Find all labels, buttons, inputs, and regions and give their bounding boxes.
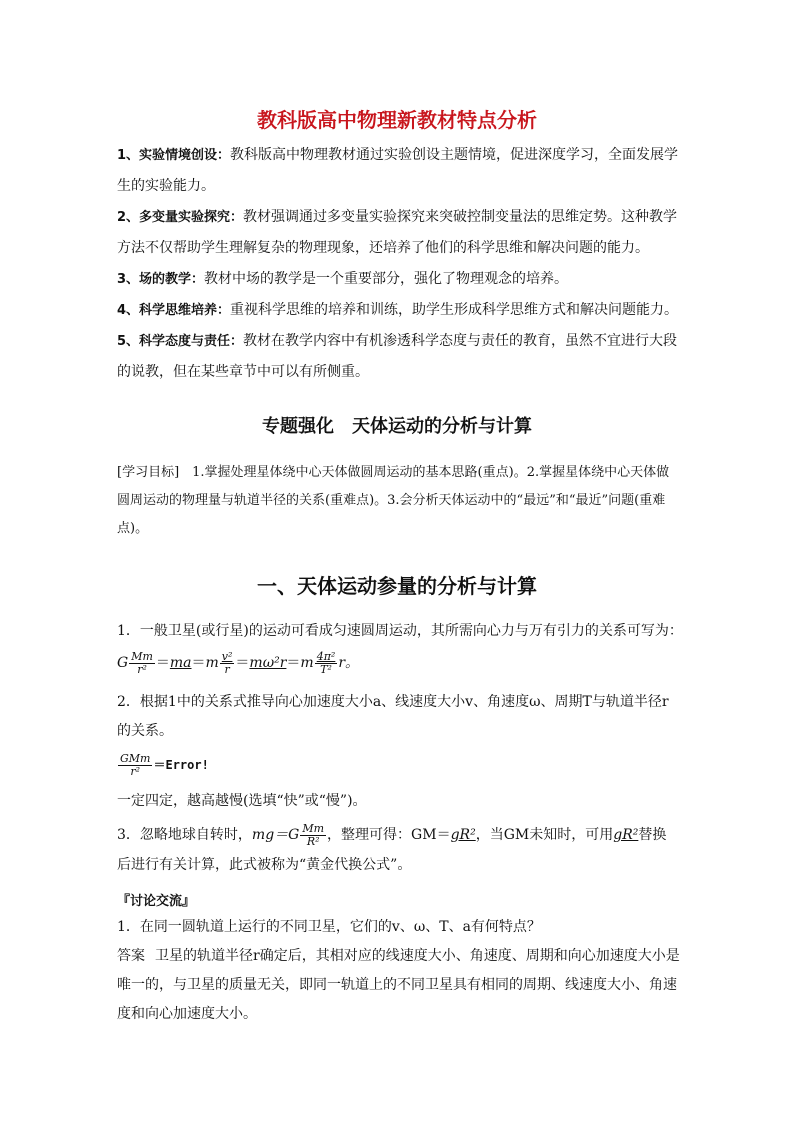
fraction: $\frac{\text{4π²}}{\text{T²}}$ — [316, 649, 336, 676]
item-3: 3．忽略地球自转时，mg＝G $\frac{Mm}{\text{R²}}$ ，整理可得：GM＝gR²，当GM未知时，可用gR²替换后进行有关计算，此式被称为“黄金代换公式”。 — [117, 821, 667, 873]
feature-2 — [117, 202, 680, 264]
answer-text: 卫星的轨道半径r确定后，其相对应的线速度大小、角速度、周期和向心加速度大小是唯一的，与卫星的质量无关，即同一轨道上的不同卫星具有相同的周期、线速度大小、角速度和向心加速度大小。 — [117, 948, 680, 1022]
item-1: 1．一般卫星(或行星)的运动可看成匀速圆周运动，其所需向心力与万有引力的关系可写为： — [117, 623, 683, 639]
formula-2: $\frac{\text{GMm}}{\text{r²}}$ ＝Error! — [120, 751, 209, 778]
formula-1: G $\frac{Mm}{\text{r²}}$ ＝ma＝m $\frac{\text{v²}}{r}$ ＝mω²r＝m $\frac{\text{4π²}}{\text{T²}}$ r。 — [117, 649, 360, 676]
feature-text: 教科版高中物理教材通过实验创设主题情境，促进深度学习，全面发展学生的实验能力。 — [117, 147, 679, 194]
fraction: $\frac{\text{GMm}}{\text{r²}}$ — [120, 751, 151, 778]
document-title: 教科版高中物理新教材特点分析 — [257, 108, 537, 132]
feature-text: 重视科学思维的培养和训练，助学生形成科学思维方式和解决问题能力。 — [230, 302, 679, 318]
item-2: 2．根据1中的关系式推导向心加速度大小a、线速度大小v、角速度ω、周期T与轨道半径r的关系。 — [117, 694, 669, 739]
feature-label: 1、实验情境创设： — [117, 148, 231, 163]
conclusion-line: 一定四定，越高越慢(选填“快”或“慢”)。 — [117, 793, 367, 809]
fraction: $\frac{Mm}{\text{R²}}$ — [302, 821, 325, 848]
fraction: $\frac{\text{v²}}{r}$ — [221, 649, 233, 676]
feature-1 — [117, 140, 680, 202]
feature-label: 4、科学思维培养： — [117, 303, 231, 318]
answer-label: 答案 — [117, 948, 145, 964]
fraction: $\frac{Mm}{\text{r²}}$ — [131, 649, 153, 676]
answer-1 — [117, 942, 680, 1029]
question-1: 1．在同一圆轨道上运行的不同卫星，它们的v、ω、T、a有何特点？ — [117, 919, 541, 935]
feature-5 — [117, 326, 680, 388]
feature-3 — [117, 264, 680, 295]
feature-label: 2、多变量实验探究： — [117, 210, 244, 225]
section-title: 一、天体运动参量的分析与计算 — [257, 574, 537, 598]
feature-4 — [117, 295, 680, 326]
topic-title: 专题强化 天体运动的分析与计算 — [262, 416, 532, 437]
discussion-heading: 『讨论交流』 — [117, 894, 196, 909]
feature-text: 教材强调通过多变量实验探究来突破控制变量法的思维定势。这种教学方法不仅帮助学生理解复杂的物理现象，还培养了他们的科学思维和解决问题的能力。 — [117, 209, 678, 256]
learning-goals: [学习目标] 1.掌握处理星体绕中心天体做圆周运动的基本思路(重点)。2.掌握星体绕中心天体做圆周运动的物理量与轨道半径的关系(重难点)。3.会分析天体运动中的“最远”和“最近”问题(重难点)。 — [117, 465, 670, 536]
feature-text: 教材中场的教学是一个重要部分，强化了物理观念的培养。 — [204, 271, 569, 287]
feature-text: 教材在教学内容中有机渗透科学态度与责任的教育，虽然不宜进行大段的说教，但在某些章节中可以有所侧重。 — [117, 333, 678, 380]
feature-label: 5、科学态度与责任： — [117, 334, 244, 349]
feature-label: 3、场的教学： — [117, 272, 205, 287]
